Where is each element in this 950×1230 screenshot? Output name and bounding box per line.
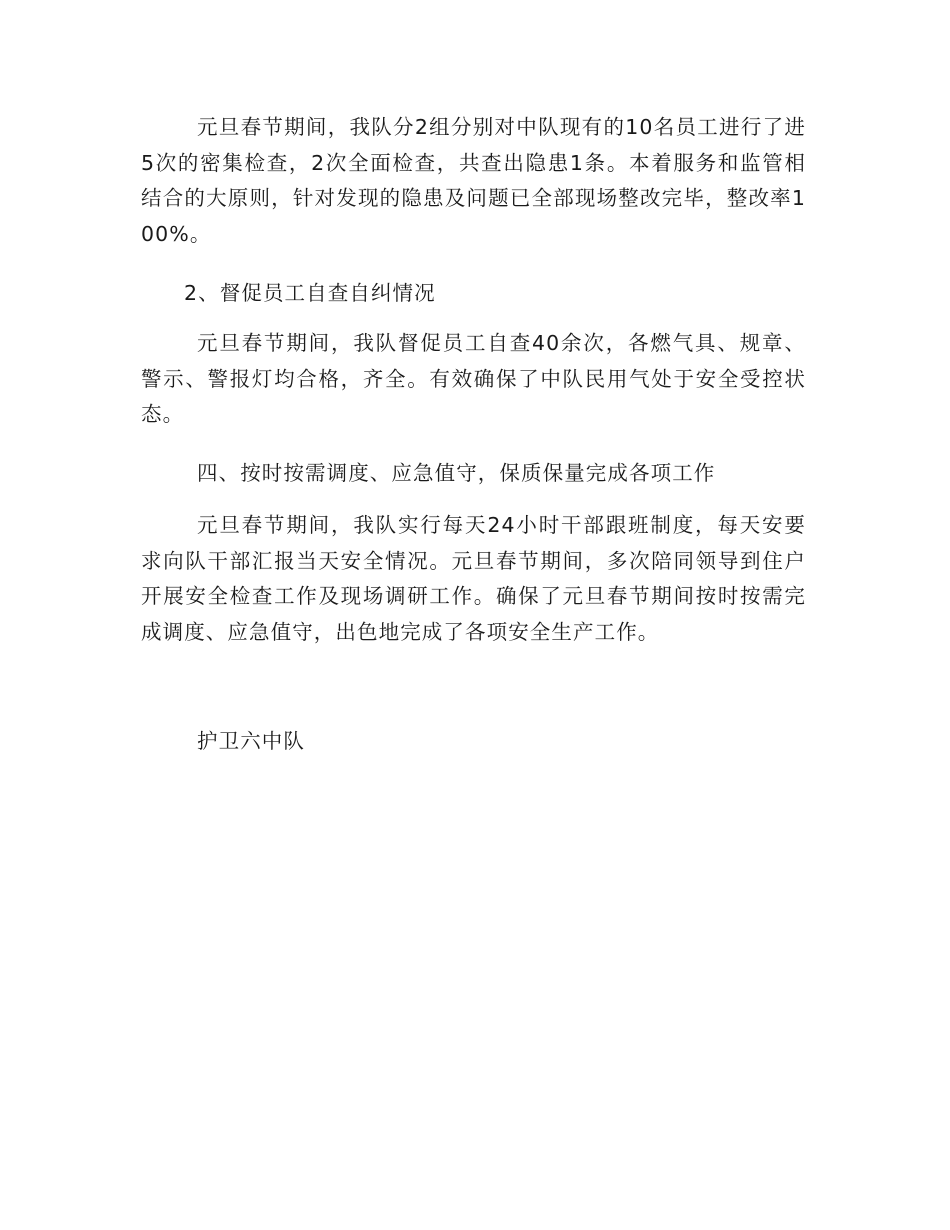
section-heading-self-inspection: 2、督促员工自查自纠情况 xyxy=(184,281,436,305)
signature-unit: 护卫六中队 xyxy=(197,729,305,753)
section-heading-dispatch-duty: 四、按时按需调度、应急值守，保质保量完成各项工作 xyxy=(197,461,716,485)
paragraph-self-inspection: 元旦春节期间，我队督促员工自查40余次，各燃气具、规章、警示、警报灯均合格，齐全。有效确保了中队民用气处于安全受控状态。 xyxy=(141,331,806,426)
paragraph-inspection-summary: 元旦春节期间，我队分2组分别对中队现有的10名员工进行了进5次的密集检查，2次全面检查，共查出隐患1条。本着服务和监管相结合的大原则，针对发现的隐患及问题已全部现场整改完毕，整改率100%。 xyxy=(141,115,806,246)
paragraph-dispatch-duty: 元旦春节期间，我队实行每天24小时干部跟班制度，每天安要求向队干部汇报当天安全情况。元旦春节期间，多次陪同领导到住户开展安全检查工作及现场调研工作。确保了元旦春节期间按时按需完成调度、应急值守，出色地完成了各项安全生产工作。 xyxy=(141,513,806,644)
